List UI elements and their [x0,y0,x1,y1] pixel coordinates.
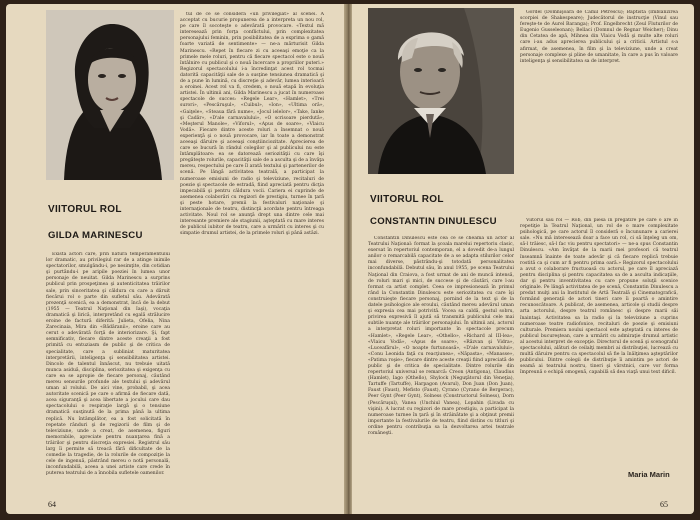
portrait-image-left [46,10,174,180]
left-column-2 [180,12,324,504]
right-column-right [520,218,678,458]
left-title: GILDA MARINESCU [48,230,143,241]
left-column-2-text: tul de ce se consideră «un privilegiat» al scenei. A acceptat cu bucurie propunerea de a interpreta un nou rol, pe care îl socoteşte o adevărată provocare. «Textul mă interesează prin forţa conflictului, prin complexitatea personajului feminin, prin posibilitatea de a exprima o gamă foarte variată de sentimente» — ne-a mărturisit Gilda Marinescu. «Repet în fiecare zi cu aceeaşi emoţie ca la primele mele roluri, pentru că fiecare spectacol este o nouă întâlnire cu publicul şi o nouă încercare a propriilor puteri.» Regizorul spectacolului i-a încredinţat acest rol tocmai datorită capacităţii sale de a susţine tensiunea dramatică şi de a pune în lumină, cu discreţie şi adevăr, lumea interioară a eroinei. Acest rol va fi, credem, o nouă etapă în evoluţia artistei. În ultimii ani, Gilda Marinescu a jucat în numeroase spectacole de succes: «Regele Lear», «Hamlet», «Trei surori», «Pescăruşul», «Cuibul», «Ion», «Ultima oră», «Gaiţele», «Steaua fără nume», «Jocul ielelor», «Take, Ianke şi Cadâr», «D'ale carnavalului», «O scrisoare pierdută», «Meşterul Manole», «Viforul», «Apus de soare», «Vlaicu Vodă». Fiecare dintre aceste roluri a însemnat o nouă experienţă şi o nouă provocare, iar în toate a demonstrat aceeaşi dăruire şi aceeaşi conştiinciozitate. Aprecierea de care se bucură în rândul colegilor şi al publicului nu este întâmplătoare: ea se datorează seriozităţii cu care îşi pregăteşte rolurile, capacităţii sale de a asculta şi de a învăţa mereu, respectului pe care îl arată textului şi partenerilor de scenă. Pe lângă activitatea teatrală, a participat la numeroase emisiuni de radio şi televiziune, recitaluri de poezie şi spectacole de estradă, fiind apreciată pentru dicţia impecabilă şi pentru căldura vocii. Cariera ei cuprinde de asemenea colaborări cu regizori de prestigiu, turnee în ţară şi peste hotare, premii la festivaluri naţionale şi internaţionale de teatru, distincţii acordate pentru întreaga activitate. Noul rol se anunţă drept una dintre cele mai interesante premiere ale stagiunii, aşteptată cu mare interes de publicul iubitor de teatru, care a urmărit cu interes şi cu simpatie drumul artistei, de la primele roluri şi până astăzi. [180,12,324,237]
right-column-left-text: Constantin Dinulescu este cea ce se cheamă un actor al Teatrului Naţional: format la şcoala marelui repertoriu clasic, exersat în repertoriul contemporan, el a dovedit de-a lungul anilor o remarcabilă capacitate de a se adapta stilurilor celor mai diverse, păstrându-şi totodată personalitatea inconfundabilă. Debutul său, în anul 1955, pe scena Teatrului Naţional din Craiova, a fost urmat de ani de muncă intensă, de roluri mari şi mici, de succese şi de căutări, care l-au format ca artist complet. Ceea ce impresionează în primul rând la Constantin Dinulescu este seriozitatea cu care îşi construieşte fiecare personaj, pornind de la text şi de la datele psihologice ale eroului, căutând mereu adevărul uman şi expresia cea mai potrivită. Vocea sa caldă, gestul sobru, privirea expresivă îl ajută să transmită publicului cele mai subtile nuanţe ale trăirilor personajului. În ultimii ani, actorul a interpretat roluri importante în spectacole precum «Hamlet», «Regele Lear», «Othello», «Richard al III-lea», «Vlaicu Vodă», «Apus de soare», «Răzvan şi Vidra», «Luceafărul», «O noapte furtunoasă», «D'ale carnavalului», «Conu Leonida faţă cu reacţiunea», «Năpasta», «Manasse», «Patima roşie», fiecare dintre aceste creaţii fiind apreciată de public şi de critica de specialitate. Dintre rolurile din repertoriul universal se remarcă: Creon (Antigona), Claudius (Hamlet), Iago (Othello), Shylock (Neguţătorul din Veneţia), Tartuffe (Tartuffe), Harpagon (Avarul), Don Juan (Don Juan), Faust (Faust), Mefisto (Faust), Cyrano (Cyrano de Bergerac), Peer Gynt (Peer Gynt), Solness (Constructorul Solness), Dorn (Pescăruşul), Vanea (Unchiul Vanea), Lopahin (Livada cu vişini). A lucrat cu regizori de mare prestigiu, a participat la numeroase turnee în ţară şi în străinătate şi a obţinut premii importante la festivalurile de teatru, fiind distins cu titluri şi ordine pentru contribuţia sa la dezvoltarea artei teatrale româneşti. [368,236,514,436]
right-column-top-text: Gordel (Domnişoara de Camil Petrescu); Baptista (Îmblânzirea scorpiei de Shakespeare); Judecătorul de instrucţie (Vinul sau fereşte-te de Aurel Baranga); Prof. Engelbrecht (Zeul Fluturilor de Eugenio Gusseleonan); Bellaci (Domnul de Regnar Weicher); Dinu din Cetatea de apă, Mihnea din Vlaicu Vodă şi multe alte roluri care i-au adus aprecierea publicului şi a criticii. Artistul s-a afirmat, de asemenea, în film şi la televiziune, unde a creat personaje complexe şi pline de umanitate, în care a pus în valoare inteligenţa şi sensibilitatea sa de interpret. [520,10,678,64]
spine-gutter [344,4,352,514]
portrait-image-right [368,8,514,174]
page-number-left: 64 [48,500,56,509]
right-title: CONSTANTIN DINULESCU [370,216,497,227]
right-kicker: VIITORUL ROL [370,194,444,205]
right-column-right-text: Viitorul său rol — Rob, din piesa în pregătire pe care o are în repetiţie la Teatrul Naţional, un rol de o mare complexitate psihologică, pe care actorul îl consideră o încununare a carierei sale. «Nu mă interesează doar a face un rol, ci să înţeleg un om, să-l trăiesc, să-l fac viu pentru spectatori» — ne-a spus Constantin Dinulescu. «Am învăţat de la marii mei profesori că teatrul înseamnă înainte de toate adevăr şi că fiecare replică trebuie rostită ca şi cum ar fi pentru prima oară.» Regizorul spectacolului a avut o colaborare fructuoasă cu actorul, pe care îl apreciază pentru disciplina şi pentru capacitatea sa de a asculta indicaţiile, dar şi pentru inventivitatea cu care propune soluţii scenice originale. Pe lângă activitatea de pe scenă, Constantin Dinulescu a predat mulţi ani la Institutul de Artă Teatrală şi Cinematografică, formând generaţii de actori tineri care îi poartă o amintire recunoscătoare. A publicat, de asemenea, articole şi studii despre arta actorului, despre teatrul românesc şi despre marii săi înaintaşi. Activitatea sa la radio şi la televiziune a cuprins numeroase teatre radiofonice, recitaluri de poezie şi emisiuni culturale. Premiera noului spectacol este aşteptată cu interes de publicul bucureştean, care a urmărit cu admiraţie drumul artistic al acestui interpret de excepţie. Directorul de scenă şi scenograful spectacolului, alături de ceilalţi membri ai distribuţiei, lucrează cu multă dăruire pentru ca spectacolul să fie la înălţimea aşteptărilor publicului. Dintre colegii de distribuţie îi amintim pe actori de seamă ai teatrului nostru, tineri şi vârstnici, care vor forma împreună o echipă omogenă, capabilă să dea viaţă unui text dificil. [520,218,678,376]
left-kicker: VIITORUL ROL [48,204,122,215]
page-number-right: 65 [660,500,668,509]
gilda-marinescu-portrait [46,10,174,180]
left-column-1-text: Există actori care, prin natura temperamentului lor dramatic, au privilegiul rar de a atinge inimile spectatorilor, smulgându-i, pe nesimţite, din cotidian şi purtându-i pe aripile poeziei în lumea unor personaje de neuitat. Gilda Marinescu a surprins publicul prin prospeţimea şi autenticitatea trăirilor sale, prin sinceritatea şi căldura cu care a dăruit fiecărui rol o parte din sufletul său. Adevărată prezenţă scenică, ea a demonstrat, încă de la debut (1955 — Teatrul Naţional din Iaşi), vocaţia dramatică şi lirică, interpretând cu egală strălucire eroine de factură diferită: Julieta, Ofelia, Nina Zarecinaia, Mira din «Bădăranii», eroine care au cerut o adevărată forţă de interiorizare. Şi, fapt semnificativ, fiecare dintre aceste creaţii a fost primită cu entuziasm de public şi de critica de specialitate, care a subliniat maturitatea interpretării, inteligenţa şi sensibilitatea artistei. Dincolo de talentul înnăscut, nu trebuie uitată munca asiduă, disciplina, seriozitatea şi exigenţa cu care ea se apropie de fiecare personaj, căutând mereu sensurile profunde ale textului şi adevărul uman al rolului. De aici vine, probabil, şi acea autoritate scenică pe care o afirmă de fiecare dată, acea siguranţă şi acea libertate a jocului care dau spectacolului o respiraţie largă şi o tensiune dramatică susţinută de la prima până la ultima replică. Nu întâmplător, ea a fost solicitată în repetate rânduri şi de regizorii de film şi de televiziune, unde a creat, de asemenea, figuri memorabile, apreciate pentru nuanţarea fină a trăirilor şi pentru discreţia expresiei. Registrul său larg îi permite să treacă fără dificultate de la comedie la tragedie, de la rolurile de compoziţie la cele de ingenuă, păstrând mereu o notă personală, inconfundabilă, aceea a unei artiste care crede în puterea teatrului de a înnobila sufletele oamenilor. [46,252,170,477]
author-signature: Maria Marin [628,470,670,479]
right-column-top [520,10,678,216]
left-column-1 [46,252,170,504]
right-page [352,4,694,514]
left-page [6,4,344,514]
constantin-dinulescu-portrait [368,8,514,174]
right-column-left [368,236,514,508]
